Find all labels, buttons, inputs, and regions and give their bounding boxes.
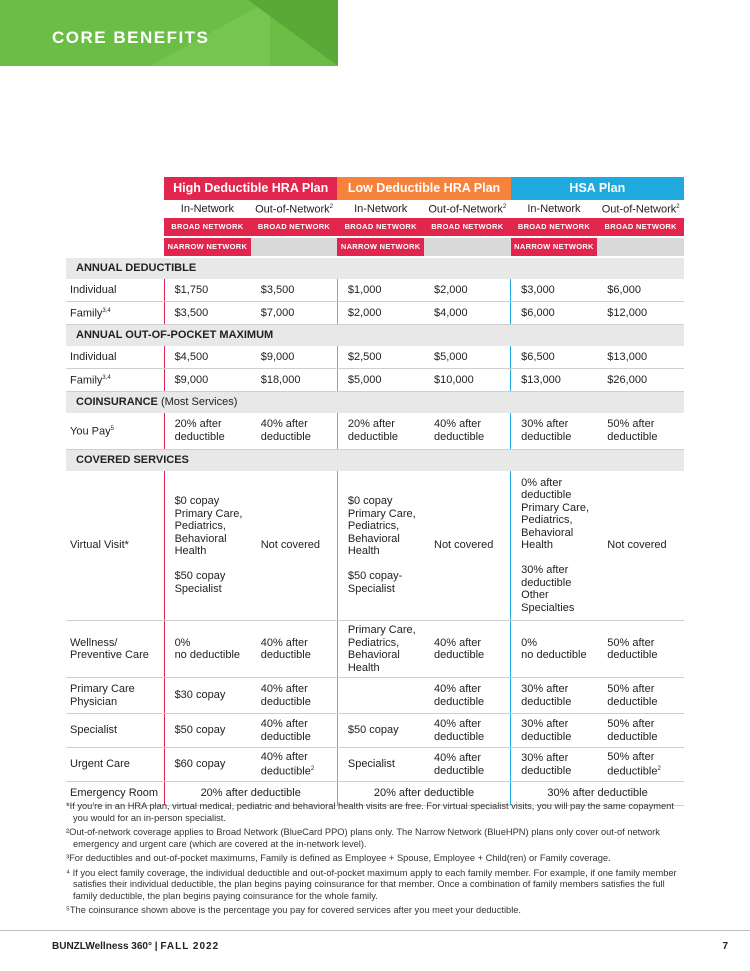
narrow-network-tag: NARROW NETWORK: [337, 238, 424, 256]
plan-header-row: [66, 177, 684, 200]
broad-network-tag: BROAD NETWORK: [337, 218, 424, 236]
network-header: Out-of-Network$^2$: [428, 204, 507, 217]
footer-brand: BUNZLWellness 360° | FALL 2022: [52, 941, 220, 952]
plan-header-hdhra: High Deductible HRA Plan: [164, 177, 337, 200]
network-header: In-Network: [180, 202, 234, 215]
oop-family-row: Family$^{3,4}$ $9,000 $18,000 $5,000 $10,000 $13,000 $26,000: [66, 369, 684, 392]
network-header: Out-of-Network$^2$: [255, 204, 333, 217]
primary-care-row: Primary Care Physician $30 copay 40% after deductible 40% after deductible 30% after deductible 50% after deductible: [66, 678, 684, 714]
empty-tag: [424, 238, 511, 256]
broad-network-tag: BROAD NETWORK: [164, 218, 251, 236]
section-coinsurance: COINSURANCE (Most Services): [66, 392, 684, 414]
virtual-visit-row: Virtual Visit* $0 copay Primary Care, Pediatrics, Behavioral Health $50 copay Specialist Not covered $0 copay Primary Care, Pediatrics, Behavioral Health $50 copay- Specialist Not covered 0% after deductible Primary Care, Pediatrics, Behavioral Health 30% after deductible Other Specialties Not covered: [66, 471, 684, 621]
deductible-individual-row: Individual $1,750 $3,500 $1,000 $2,000 $3,000 $6,000: [66, 279, 684, 302]
broad-network-tag: BROAD NETWORK: [424, 218, 511, 236]
header-banner: [0, 0, 338, 66]
benefits-table: [66, 177, 684, 806]
urgent-care-row: Urgent Care $60 copay 40% after deductible$^2$ Specialist 40% after deductible 30% after deductible 50% after deductible$^2$: [66, 748, 684, 782]
deductible-family-row: Family$^{3,4}$ $3,500 $7,000 $2,000 $4,000 $6,000 $12,000: [66, 302, 684, 325]
specialist-row: Specialist $50 copay 40% after deductible $50 copay 40% after deductible 30% after deductible 50% after deductible: [66, 714, 684, 748]
narrow-network-tag: NARROW NETWORK: [164, 238, 251, 256]
footnote: ³For deductibles and out-of-pocket maximums, Family is defined as Employee + Spouse, Employee + Child(ren) or Family coverage.: [66, 853, 611, 863]
network-header-row: [66, 200, 684, 218]
wellness-row: Wellness/ Preventive Care 0% no deductible 40% after deductible Primary Care, Pediatrics, Behavioral Health 40% after deductible 0% no deductible 50% after deductible: [66, 621, 684, 678]
narrow-network-tag: NARROW NETWORK: [511, 238, 598, 256]
emergency-room-row: Emergency Room 20% after deductible 20% after deductible 30% after deductible: [66, 782, 684, 806]
oop-individual-row: Individual $4,500 $9,000 $2,500 $5,000 $6,500 $13,000: [66, 346, 684, 369]
footnote: ⁵The coinsurance shown above is the percentage you pay for covered services after you meet your deductible.: [66, 905, 522, 915]
page-number: 7: [722, 941, 728, 952]
you-pay-row: You Pay$^5$ 20% after deductible 40% after deductible 20% after deductible 40% after deductible 30% after deductible 50% after deductible: [66, 413, 684, 449]
footnote: ²Out-of-network coverage applies to Broad Network (BlueCard PPO) plans only. The Narrow Network (BlueHPN) plans only cover out-of network emergency and urgent care (which are covered at the in-network level).: [66, 827, 660, 849]
broad-network-row: [66, 218, 684, 236]
banner-decoration: [248, 0, 338, 66]
network-header: In-Network: [354, 202, 408, 215]
footnotes: [66, 801, 690, 920]
section-deductible: ANNUAL DEDUCTIBLE: [66, 258, 684, 279]
empty-tag: [251, 238, 338, 256]
plan-header-ldhra: Low Deductible HRA Plan: [337, 177, 510, 200]
page-title: CORE BENEFITS: [52, 28, 210, 47]
footnote: ⁴ If you elect family coverage, the individual deductible and out-of-pocket maximum apply to each family member. For example, if one family member satisfies their individual deductible, the plan begins paying coinsurance for that member. Once a combination of family members satisfies the full family deductible, the plan begins paying coinsurance for the whole family.: [66, 867, 677, 901]
plan-header-hsa: HSA Plan: [511, 177, 684, 200]
section-oop: ANNUAL OUT-OF-POCKET MAXIMUM: [66, 325, 684, 347]
network-header: In-Network: [527, 202, 581, 215]
broad-network-tag: BROAD NETWORK: [597, 218, 684, 236]
network-header: Out-of-Network$^2$: [601, 204, 680, 217]
broad-network-tag: BROAD NETWORK: [511, 218, 598, 236]
broad-network-tag: BROAD NETWORK: [251, 218, 338, 236]
section-covered-services: COVERED SERVICES: [66, 449, 684, 471]
footer-divider: [0, 930, 750, 931]
empty-tag: [597, 238, 684, 256]
narrow-network-row: [66, 238, 684, 256]
footnote: *If you're in an HRA plan, virtual medical, pediatric and behavioral health visits are free. For virtual specialist visits, you will pay the same copayment you would for an in-person specialist.: [66, 801, 674, 823]
